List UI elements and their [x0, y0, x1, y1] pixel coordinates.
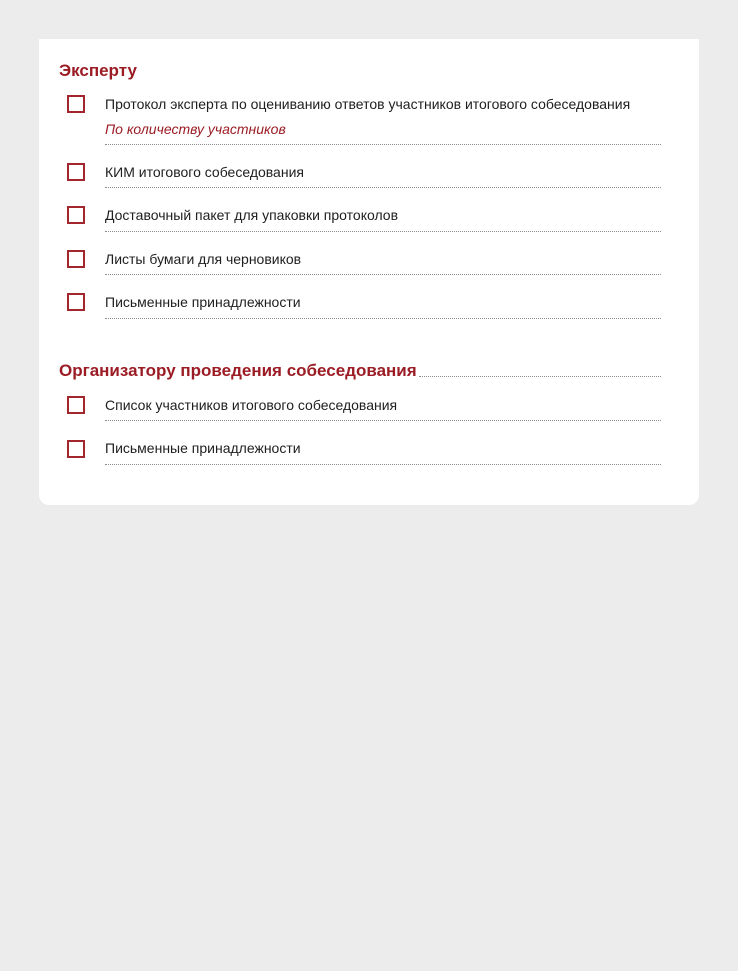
checklist-item-label: Протокол эксперта по оцениванию ответов участников итогового собеседования	[105, 96, 631, 112]
dotted-divider	[105, 464, 661, 465]
section-title-text: Организатору проведения собеседования	[59, 361, 417, 380]
dotted-divider	[105, 187, 661, 188]
checklist-item-label: Листы бумаги для черновиков	[105, 251, 302, 267]
checklist-item-label: Письменные принадлежности	[105, 440, 301, 456]
checklist-item-label: Доставочный пакет для упаковки протоколов	[105, 207, 399, 223]
checkbox[interactable]	[67, 396, 85, 414]
checkbox[interactable]	[67, 163, 85, 181]
dotted-divider	[105, 231, 661, 232]
dotted-divider	[105, 420, 661, 421]
checkbox[interactable]	[67, 293, 85, 311]
checkbox[interactable]	[67, 95, 85, 113]
checklist-item-label: Список участников итогового собеседования	[105, 397, 398, 413]
checklist-card	[39, 39, 699, 505]
checklist-item-note: По количеству участников	[105, 121, 286, 137]
checkbox[interactable]	[67, 440, 85, 458]
checklist-item-label: КИМ итогового собеседования	[105, 164, 304, 180]
dotted-divider	[105, 144, 661, 145]
checkbox[interactable]	[67, 206, 85, 224]
dotted-divider	[419, 376, 661, 377]
checkbox[interactable]	[67, 250, 85, 268]
dotted-divider	[105, 318, 661, 319]
section-title-organizer	[59, 361, 661, 381]
section-title-expert: Эксперту	[59, 61, 137, 80]
dotted-divider	[105, 274, 661, 275]
checklist-item-label: Письменные принадлежности	[105, 294, 301, 310]
